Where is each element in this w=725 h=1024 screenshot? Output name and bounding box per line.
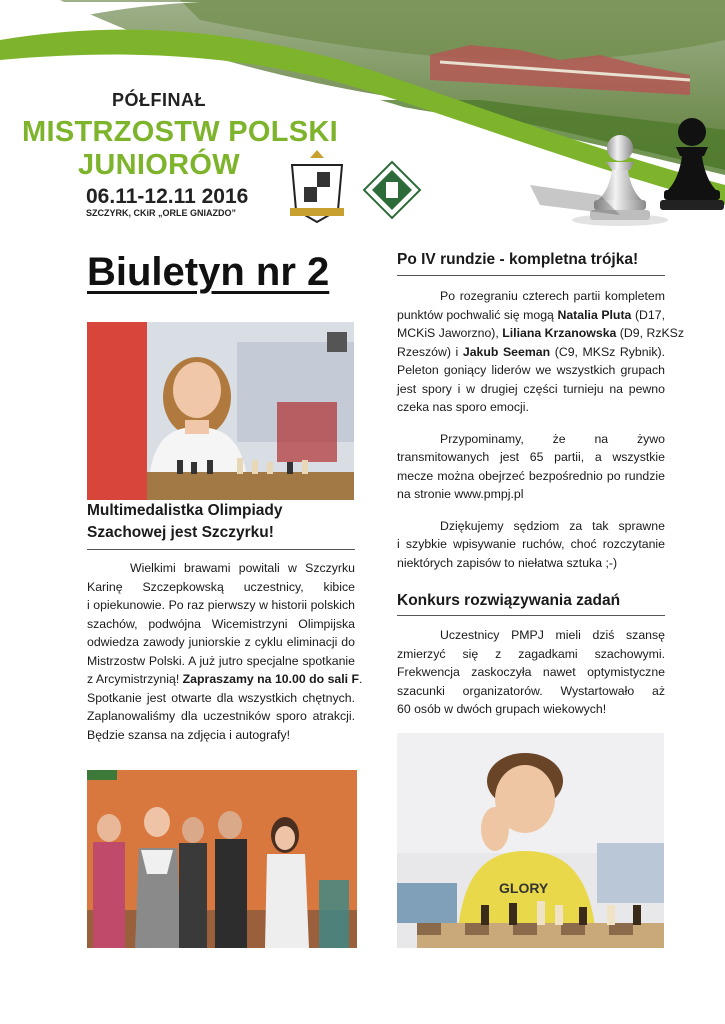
article2-text: (D17, — [634, 307, 666, 322]
leader-name-1: Natalia Pluta — [557, 307, 632, 322]
article2-line: jest spory i w drugiej części turnieju na pewno — [397, 381, 665, 396]
article2-text: punktów pochwalić się mogą — [397, 307, 554, 322]
article1-line: Zaplanowaliśmy dla uczestników sporo atrakcji. — [87, 709, 355, 723]
article1-line: Karinę Szczepkowską uczestnicy, kibice — [87, 579, 355, 594]
leader-name-3: Jakub Seeman — [462, 344, 551, 359]
article2-divider — [397, 275, 665, 276]
article2-heading: Po IV rundzie - kompletna trójka! — [397, 251, 639, 268]
article3-line: zmierzyć się z zagadkami szachowymi. — [397, 646, 665, 661]
article3-divider — [397, 615, 665, 616]
header-dates: 06.11-12.11 2016 — [86, 185, 249, 208]
article2-line: mecze można obejrzeć bezpośrednio po rundzie — [397, 468, 665, 483]
article3-body — [397, 626, 665, 719]
article1-line: Mistrzostw Polski. A już jutro specjalne spotkanie — [87, 653, 355, 668]
article1-body — [87, 559, 363, 744]
photo-olympiad-medalist — [87, 322, 354, 500]
article1-text: z Arcymistrzynią! — [87, 672, 180, 686]
article2-line: Przypominamy, że na żywo — [440, 431, 665, 446]
article1-line: Spotkanie jest otwarte dla wszystkich chętnych. — [87, 690, 355, 705]
photo-puzzle-contest — [397, 733, 664, 948]
article2-body — [397, 287, 685, 572]
article2-line: czeka nas sporo emocji. — [397, 400, 529, 414]
article2-text: MCKiS Jaworzno), — [397, 326, 499, 340]
header-championship-line1: MISTRZOSTW POLSKI — [22, 116, 339, 148]
article2-text: (C9, MKSz Rybnik). — [554, 344, 665, 359]
article3-heading: Konkurs rozwiązywania zadań — [397, 592, 621, 609]
header-championship-line2: JUNIORÓW — [78, 149, 240, 181]
article2-text: Rzeszów) i — [397, 344, 459, 359]
article3-line: Frekwencja zaskoczyła nawet optymistyczne — [397, 665, 665, 679]
svg-text:GLORY: GLORY — [499, 880, 549, 896]
article1-line: szachów, podwójna Wicemistrzyni Olimpijska — [87, 616, 355, 631]
article1-line: odwiedza zawody juniorskie z cyklu eliminacji do — [87, 635, 355, 649]
article1-line: i opiekunowie. Po raz pierwszy w historii polskich — [87, 598, 355, 612]
header-semifinal: PÓŁFINAŁ — [112, 90, 206, 110]
header-venue: SZCZYRK, CKiR „ORLE GNIAZDO” — [86, 208, 236, 218]
article2-line: niektórych zapisów to niełatwa sztuka ;-) — [397, 555, 618, 570]
article2-line: Dziękujemy sędziom za tak sprawne — [440, 518, 665, 533]
article2-line: Peleton goniący liderów we wszystkich grupach — [397, 363, 665, 377]
article3-line: 60 osób w dwóch grupach wiekowych! — [397, 702, 607, 716]
article3-line: Uczestnicy PMPJ mieli dziś szansę — [440, 628, 665, 642]
article1-line: Wielkimi brawami powitali w Szczyrku — [130, 561, 355, 575]
article1-heading-line2: Szachowej jest Szczyrku! — [87, 524, 274, 541]
page-title: Biuletyn nr 2 — [87, 250, 330, 294]
article1-line: z Arcymistrzynią! Zapraszamy na 10.00 do sali F. — [87, 672, 363, 686]
article1-divider — [87, 549, 355, 550]
article2-line — [397, 324, 685, 343]
article1-heading-line1: Multimedalistka Olimpiady — [87, 502, 283, 519]
article2-line — [397, 343, 665, 362]
article2-line: i szybkie wpisywanie ruchów, choć rozczytanie — [397, 537, 665, 551]
article2-line: Po rozegraniu czterech partii kompletem — [440, 289, 665, 303]
article1-line: Będzie szansa na zdjęcia i autografy! — [87, 727, 291, 742]
leader-name-2: Liliana Krzanowska — [502, 326, 617, 340]
photo-group-meeting — [87, 770, 357, 948]
article2-text: (D9, RzKSz — [619, 326, 685, 340]
article2-line: transmitowanych jest 65 partii, a wszystkie — [397, 450, 665, 464]
article1-bold-invite: Zapraszamy na 10.00 do sali F — [182, 672, 360, 686]
article3-line: szacunki organizatorów. Wystartowało aż — [397, 683, 665, 698]
article2-line: na stronie www.pmpj.pl — [397, 487, 524, 501]
article2-line — [397, 306, 665, 325]
article1-heading — [87, 500, 357, 544]
